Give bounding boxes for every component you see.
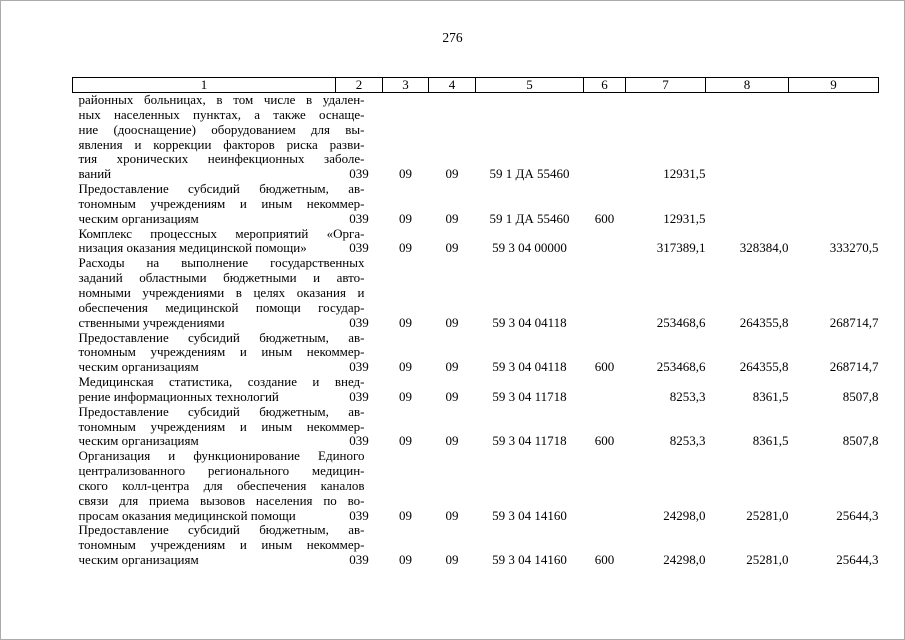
row-name-line: низация оказания медицинской помощи» [78,240,307,256]
amount-cell: 24298,0 [663,552,706,568]
code-cell: 59 3 04 04118 [492,359,567,375]
amount-cell: 12931,5 [663,210,706,226]
table-row [73,182,879,227]
table-row [73,405,879,450]
code-cell: 09 [445,388,459,404]
code-cell: 600 [594,552,615,568]
row-name-line: Организация и функционирование Единого [78,448,365,464]
code-cell: 600 [594,210,615,226]
amount-cell: 25644,3 [836,552,879,568]
amount-cell: 25644,3 [836,507,879,523]
column-header: 5 [476,78,584,93]
column-header: 4 [429,78,476,93]
table-row [73,256,879,330]
code-cell: 09 [399,507,412,523]
code-cell: 039 [349,552,369,568]
row-name-line: тономным учреждениям и иным некоммер- [78,537,365,553]
row-name-line: ственными учреждениями [78,314,225,330]
code-cell: 59 3 04 04118 [492,314,567,330]
code-cell: 09 [445,210,459,226]
amount-cell: 8361,5 [752,433,789,449]
page-number: 276 [442,30,463,45]
column-header: 7 [626,78,706,93]
document-body [72,77,879,568]
column-header: 9 [789,78,879,93]
amount-cell [706,182,789,227]
row-name-line: ных населенных пунктах, а также оснаще- [78,106,365,122]
row-name-line: районных больницах, в том числе в удален- [78,92,365,107]
amount-cell [789,182,879,227]
table-row [73,331,879,376]
code-cell: 039 [349,240,369,256]
amount-cell: 12931,5 [663,166,706,182]
code-cell: 09 [445,433,459,449]
amount-cell: 268714,7 [829,359,879,375]
row-name-line: обеспечения медицинской помощи государ- [78,299,365,315]
row-name-line: Расходы на выполнение государственных [78,255,365,271]
amount-cell: 8361,5 [752,388,789,404]
amount-cell: 333270,5 [829,240,879,256]
row-name-line: тономным учреждениям и иным некоммер- [78,344,365,360]
code-cell [584,256,626,330]
amount-cell: 25281,0 [746,507,789,523]
code-cell: 09 [399,552,412,568]
row-name-line: централизованного регионального медицин- [78,463,365,479]
code-cell: 09 [445,507,459,523]
code-cell: 09 [445,314,459,330]
code-cell: 039 [349,210,369,226]
table-row [73,227,879,257]
budget-table [72,77,879,568]
amount-cell: 25281,0 [746,552,789,568]
code-cell: 59 1 ДА 55460 [489,166,570,182]
table-header-row [73,78,879,93]
amount-cell: 264355,8 [739,359,789,375]
amount-cell: 8253,3 [669,388,706,404]
amount-cell: 253468,6 [656,359,706,375]
column-header: 8 [706,78,789,93]
table-body [73,93,879,569]
code-cell: 09 [399,210,412,226]
row-name-line: ческим организациям [78,210,199,226]
column-header: 2 [336,78,383,93]
amount-cell [789,93,879,183]
table-row [73,93,879,183]
code-cell: 039 [349,359,369,375]
code-cell: 039 [349,388,369,404]
amount-cell: 264355,8 [739,314,789,330]
amount-cell: 24298,0 [663,507,706,523]
code-cell [584,449,626,523]
code-cell: 09 [445,166,459,182]
row-name-line: просам оказания медицинской помощи [78,507,296,523]
amount-cell: 253468,6 [656,314,706,330]
row-name-line: ческим организациям [78,552,199,568]
code-cell: 59 3 04 00000 [492,240,567,256]
code-cell: 09 [399,433,412,449]
amount-cell: 328384,0 [739,240,789,256]
code-cell [584,227,626,257]
code-cell [584,93,626,183]
code-cell: 09 [399,314,412,330]
table-row [73,523,879,568]
amount-cell [706,93,789,183]
code-cell: 600 [594,359,615,375]
amount-cell: 8507,8 [842,388,879,404]
row-name-line: ского колл-центра для обеспечения каналов [78,477,365,493]
column-header: 1 [73,78,336,93]
column-header: 6 [584,78,626,93]
row-name-line: Предоставление субсидий бюджетным, ав- [78,403,365,419]
table-row [73,375,879,405]
row-name-line: ческим организациям [78,359,199,375]
row-name-line: Предоставление субсидий бюджетным, ав- [78,329,365,345]
code-cell: 59 1 ДА 55460 [489,210,570,226]
row-name-line: явления и коррекции факторов риска разви- [78,136,365,152]
code-cell: 039 [349,433,369,449]
amount-cell: 8253,3 [669,433,706,449]
row-name-line: Предоставление субсидий бюджетным, ав- [78,181,365,197]
row-name-line: Предоставление субсидий бюджетным, ав- [78,522,365,538]
code-cell: 039 [349,507,369,523]
code-cell: 09 [445,240,459,256]
code-cell: 09 [399,240,412,256]
row-name-line: ческим организациям [78,433,199,449]
code-cell: 09 [399,359,412,375]
code-cell [584,375,626,405]
code-cell: 039 [349,166,369,182]
code-cell: 59 3 04 14160 [492,552,567,568]
row-name-line: связи для приема вызовов населения по во- [78,492,365,508]
row-name-line: ние (дооснащение) оборудованием для вы- [78,121,365,137]
amount-cell: 317389,1 [656,240,706,256]
row-name-line: Комплекс процессных мероприятий «Орга- [78,225,365,241]
code-cell: 09 [445,359,459,375]
code-cell: 039 [349,314,369,330]
code-cell: 59 3 04 11718 [492,433,567,449]
row-name-line: Медицинская статистика, создание и внед- [78,374,365,390]
code-cell: 09 [399,166,412,182]
amount-cell: 8507,8 [842,433,879,449]
code-cell: 59 3 04 14160 [492,507,567,523]
row-name-line: тономным учреждениям и иным некоммер- [78,195,365,211]
row-name-line: рение информационных технологий [78,388,279,404]
row-name-line: ваний [78,166,112,182]
code-cell: 600 [594,433,615,449]
code-cell: 09 [399,388,412,404]
amount-cell: 268714,7 [829,314,879,330]
code-cell: 09 [445,552,459,568]
code-cell: 59 3 04 11718 [492,388,567,404]
row-name-line: тономным учреждениям и иным некоммер- [78,418,365,434]
row-name-line: тия хронических неинфекционных заболе- [78,151,365,167]
row-name-line: заданий областными бюджетными и авто- [78,270,365,286]
table-row [73,449,879,523]
row-name-line: номными учреждениями в целях оказания и [78,284,365,300]
column-header: 3 [383,78,429,93]
